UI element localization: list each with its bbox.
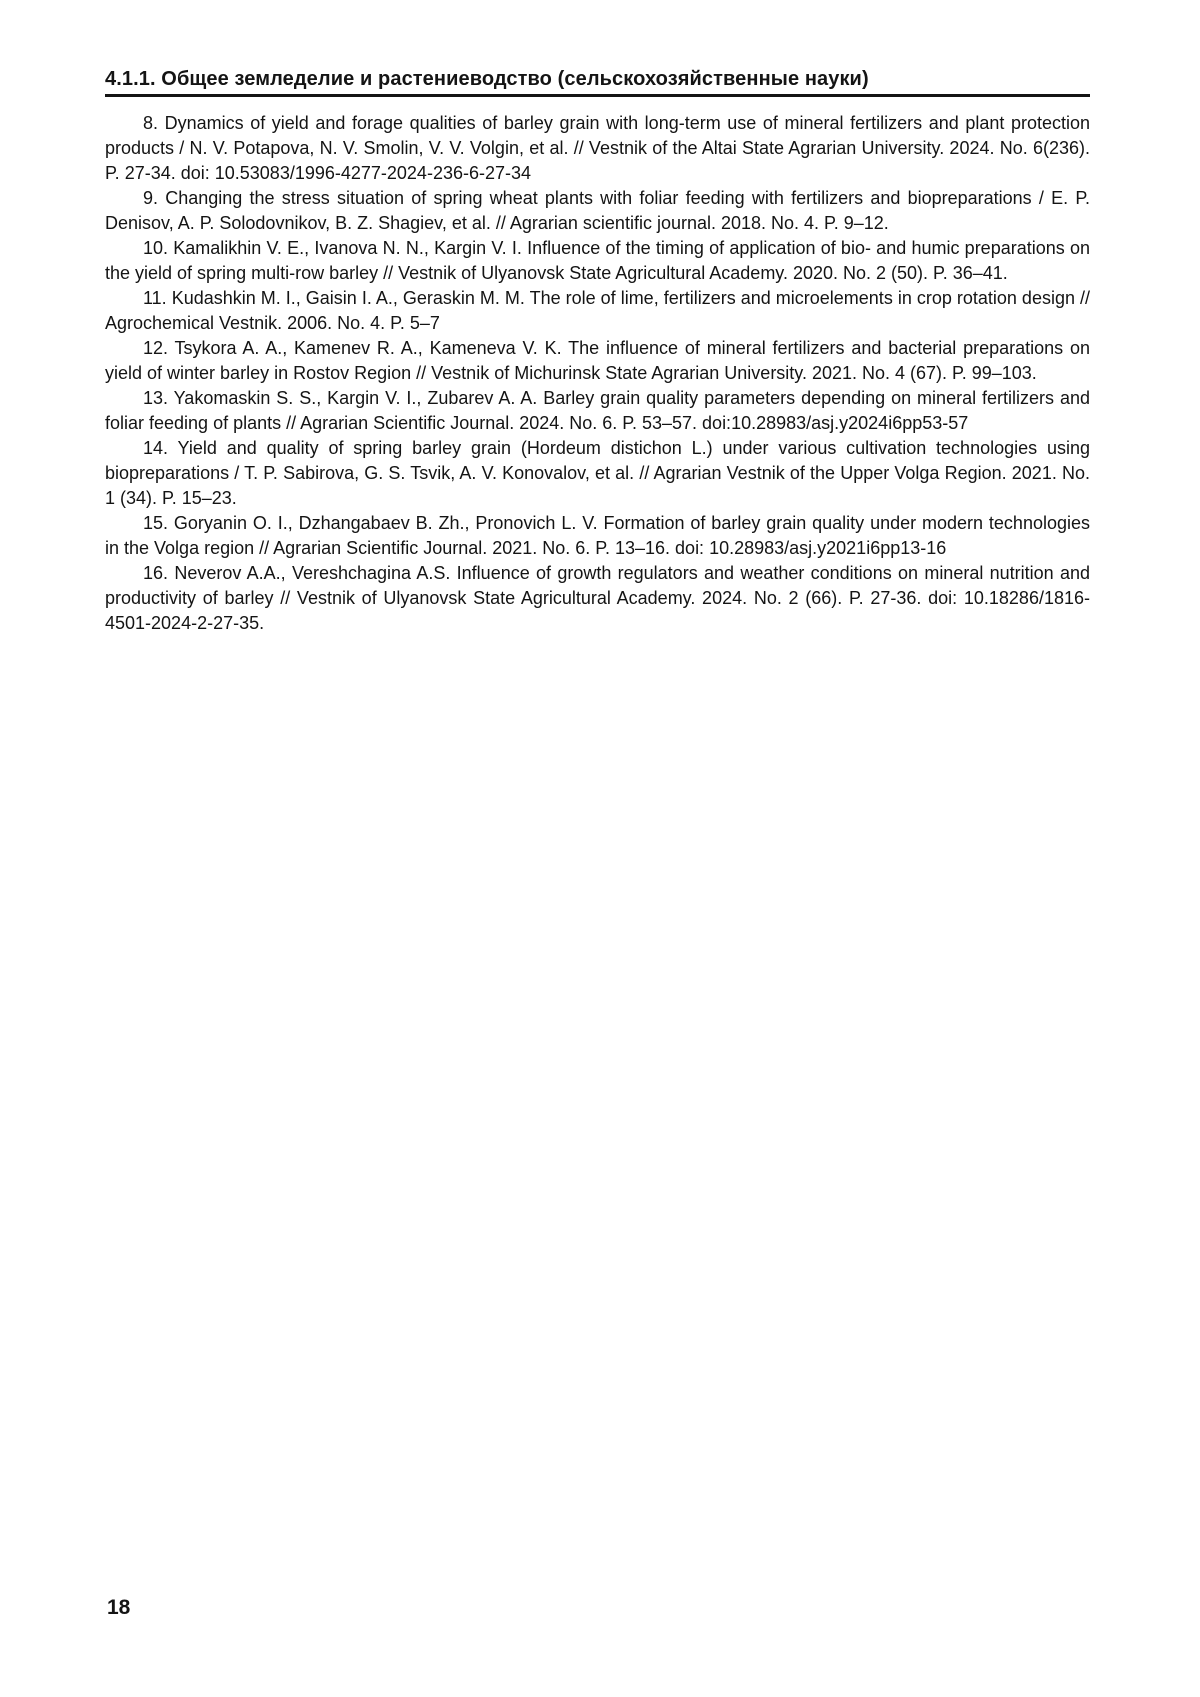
reference-item: 8. Dynamics of yield and forage qualities of barley grain with long-term use of mineral fertilizers and plant protection products / N. V. Potapova, N. V. Smolin, V. V. Volgin, et al. // Vestnik of the Altai State Agrarian University. 2024. No. 6(236). P. 27-34. doi: 10.53083/1996-4277-2024-236-6-27-34 [105, 113, 1090, 183]
reference-item: 15. Goryanin O. I., Dzhangabaev B. Zh., Pronovich L. V. Formation of barley grain quality under modern technologies in the Volga region // Agrarian Scientific Journal. 2021. No. 6. P. 13–16. doi: 10.28983/asj.y2021i6pp13-16 [105, 513, 1090, 558]
reference-item: 13. Yakomaskin S. S., Kargin V. I., Zubarev A. A. Barley grain quality parameters depending on mineral fertilizers and foliar feeding of plants // Agrarian Scientific Journal. 2024. No. 6. P. 53–57. doi:10.28983/asj.y2024i6pp53-57 [105, 388, 1090, 433]
reference-item: 10. Kamalikhin V. E., Ivanova N. N., Kargin V. I. Influence of the timing of application of bio- and humic preparations on the yield of spring multi-row barley // Vestnik of Ulyanovsk State Agricultural Academy. 2020. No. 2 (50). P. 36–41. [105, 238, 1090, 283]
reference-item: 9. Changing the stress situation of spring wheat plants with foliar feeding with fertilizers and biopreparations / E. P. Denisov, A. P. Solodovnikov, B. Z. Shagiev, et al. // Agrarian scientific journal. 2018. No. 4. P. 9–12. [105, 188, 1090, 233]
reference-list [105, 111, 1090, 636]
reference-item: 14. Yield and quality of spring barley grain (Hordeum distichon L.) under various cultivation technologies using biopreparations / T. P. Sabirova, G. S. Tsvik, A. V. Konovalov, et al. // Agrarian Vestnik of the Upper Volga Region. 2021. No. 1 (34). P. 15–23. [105, 438, 1090, 508]
page-content [105, 66, 1090, 636]
page-number: 18 [107, 1596, 131, 1619]
reference-item: 11. Kudashkin M. I., Gaisin I. A., Geraskin M. M. The role of lime, fertilizers and microelements in crop rotation design // Agrochemical Vestnik. 2006. No. 4. P. 5–7 [105, 288, 1090, 333]
section-header [105, 66, 1090, 97]
reference-item: 16. Neverov A.A., Vereshchagina A.S. Influence of growth regulators and weather conditions on mineral nutrition and productivity of barley // Vestnik of Ulyanovsk State Agricultural Academy. 2024. No. 2 (66). P. 27-36. doi: 10.18286/1816-4501-2024-2-27-35. [105, 563, 1090, 633]
reference-item: 12. Tsykora A. A., Kamenev R. A., Kameneva V. K. The influence of mineral fertilizers and bacterial preparations on yield of winter barley in Rostov Region // Vestnik of Michurinsk State Agrarian University. 2021. No. 4 (67). P. 99–103. [105, 338, 1090, 383]
section-title: 4.1.1. Общее земледелие и растениеводство (сельскохозяйственные науки) [105, 68, 869, 90]
